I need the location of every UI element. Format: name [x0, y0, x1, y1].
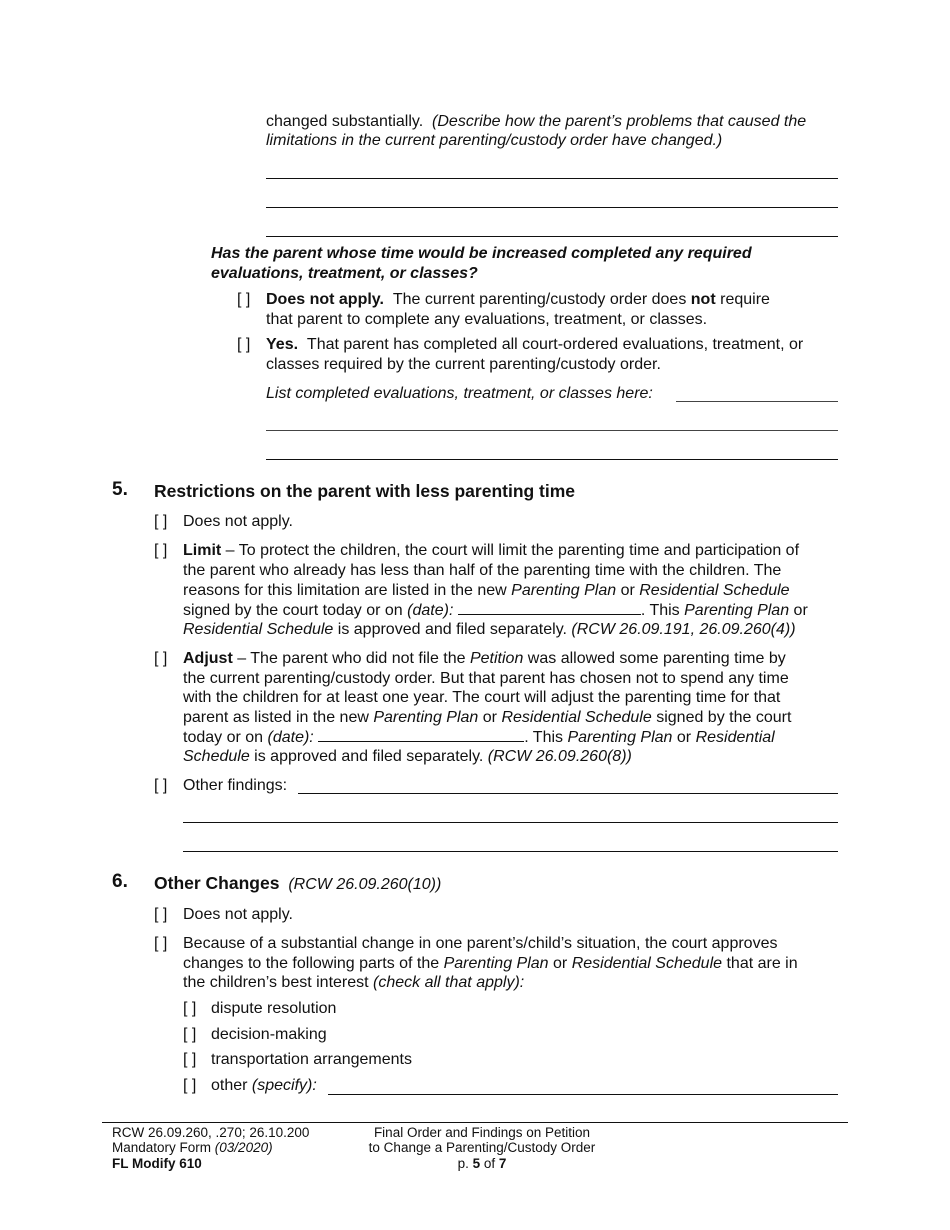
footer-title-2: to Change a Parenting/Custody Order	[368, 1140, 596, 1155]
footer-mandatory: Mandatory Form (03/2020)	[112, 1140, 273, 1155]
top-line-1: changed substantially. (Describe how the parent’s problems that caused the	[266, 113, 807, 130]
checkbox[interactable]: [ ]	[183, 1051, 197, 1068]
adjust-line-6: Schedule is approved and filed separately. (RCW 26.09.260(8))	[183, 748, 632, 765]
section-6-title: Other Changes (RCW 26.09.260(10))	[154, 873, 442, 893]
sub-option-decision-making: decision-making	[211, 1026, 327, 1043]
footer-form-id: FL Modify 610	[112, 1156, 202, 1171]
date-blank[interactable]	[318, 727, 524, 742]
checkbox[interactable]: [ ]	[154, 542, 168, 559]
adjust-line-2: the current parenting/custody order. But that parent has chosen not to spend any time	[183, 670, 789, 687]
checkbox[interactable]: [ ]	[154, 906, 168, 923]
because-line-3: the children’s best interest (check all that apply):	[183, 974, 525, 991]
adjust-line-5: today or on (date): . This Parenting Plan or Residential	[183, 729, 775, 746]
s5-does-not-apply: Does not apply.	[183, 513, 293, 530]
sub-option-dispute-resolution: dispute resolution	[211, 1000, 337, 1017]
checkbox[interactable]: [ ]	[154, 513, 168, 530]
section-5-title: Restrictions on the parent with less parenting time	[154, 481, 576, 501]
answer-line[interactable]	[266, 236, 838, 237]
s6-does-not-apply: Does not apply.	[183, 906, 293, 923]
adjust-line-4: parent as listed in the new Parenting Plan or Residential Schedule signed by the court	[183, 709, 792, 726]
adjust-line-3: with the children for at least one year. The court will adjust the parenting time for that	[183, 689, 781, 706]
top-line-2: limitations in the current parenting/custody order have changed.)	[266, 132, 723, 149]
other-specify-line[interactable]	[328, 1094, 838, 1095]
answer-line[interactable]	[266, 207, 838, 208]
date-blank[interactable]	[458, 600, 641, 615]
checkbox[interactable]: [ ]	[154, 650, 168, 667]
other-findings-line[interactable]	[298, 793, 838, 794]
checkbox[interactable]: [ ]	[237, 336, 251, 353]
section-6-number: 6.	[112, 871, 128, 892]
checkbox[interactable]: [ ]	[237, 291, 251, 308]
checkbox[interactable]: [ ]	[183, 1077, 197, 1094]
option-yes-line2: classes required by the current parenting/custody order.	[266, 356, 661, 373]
footer-rule	[102, 1122, 848, 1123]
sub-option-transportation: transportation arrangements	[211, 1051, 412, 1068]
because-line-1: Because of a substantial change in one parent’s/child’s situation, the court approves	[183, 935, 778, 952]
list-label: List completed evaluations, treatment, or classes here:	[266, 385, 653, 402]
question-heading-1: Has the parent whose time would be increased completed any required	[211, 245, 752, 262]
footer-page-number: p. 5 of 7	[457, 1156, 507, 1171]
limit-line-5: Residential Schedule is approved and filed separately. (RCW 26.09.191, 26.09.260(4))	[183, 621, 796, 638]
question-heading-2: evaluations, treatment, or classes?	[211, 265, 478, 282]
checkbox[interactable]: [ ]	[154, 935, 168, 952]
because-line-2: changes to the following parts of the Parenting Plan or Residential Schedule that are in	[183, 955, 798, 972]
option-yes: Yes. That parent has completed all court-ordered evaluations, treatment, or	[266, 336, 804, 353]
limit-line-4: signed by the court today or on (date): . This Parenting Plan or	[183, 602, 808, 619]
footer-rcw: RCW 26.09.260, .270; 26.10.200	[112, 1125, 310, 1140]
footer-title-1: Final Order and Findings on Petition	[373, 1125, 591, 1140]
checkbox[interactable]: [ ]	[154, 777, 168, 794]
list-line[interactable]	[266, 430, 838, 431]
answer-line[interactable]	[266, 178, 838, 179]
other-findings-line[interactable]	[183, 851, 838, 852]
limit-line-2: the parent who already has less than half of the parenting time with the children. The	[183, 562, 782, 579]
section-5-number: 5.	[112, 479, 128, 500]
adjust-line-1: Adjust – The parent who did not file the Petition was allowed some parenting time by	[183, 650, 786, 667]
limit-line-1: Limit – To protect the children, the court will limit the parenting time and participation of	[183, 542, 800, 559]
checkbox[interactable]: [ ]	[183, 1026, 197, 1043]
sub-option-other: other (specify):	[211, 1077, 317, 1094]
option-does-not-apply: Does not apply. The current parenting/custody order does not require	[266, 291, 770, 308]
s5-other-findings: Other findings:	[183, 777, 288, 794]
list-line[interactable]	[676, 401, 838, 402]
checkbox[interactable]: [ ]	[183, 1000, 197, 1017]
list-line[interactable]	[266, 459, 838, 460]
limit-line-3: reasons for this limitation are listed in the new Parenting Plan or Residential Schedule	[183, 582, 790, 599]
other-findings-line[interactable]	[183, 822, 838, 823]
option-does-not-apply-line2: that parent to complete any evaluations, treatment, or classes.	[266, 311, 708, 328]
